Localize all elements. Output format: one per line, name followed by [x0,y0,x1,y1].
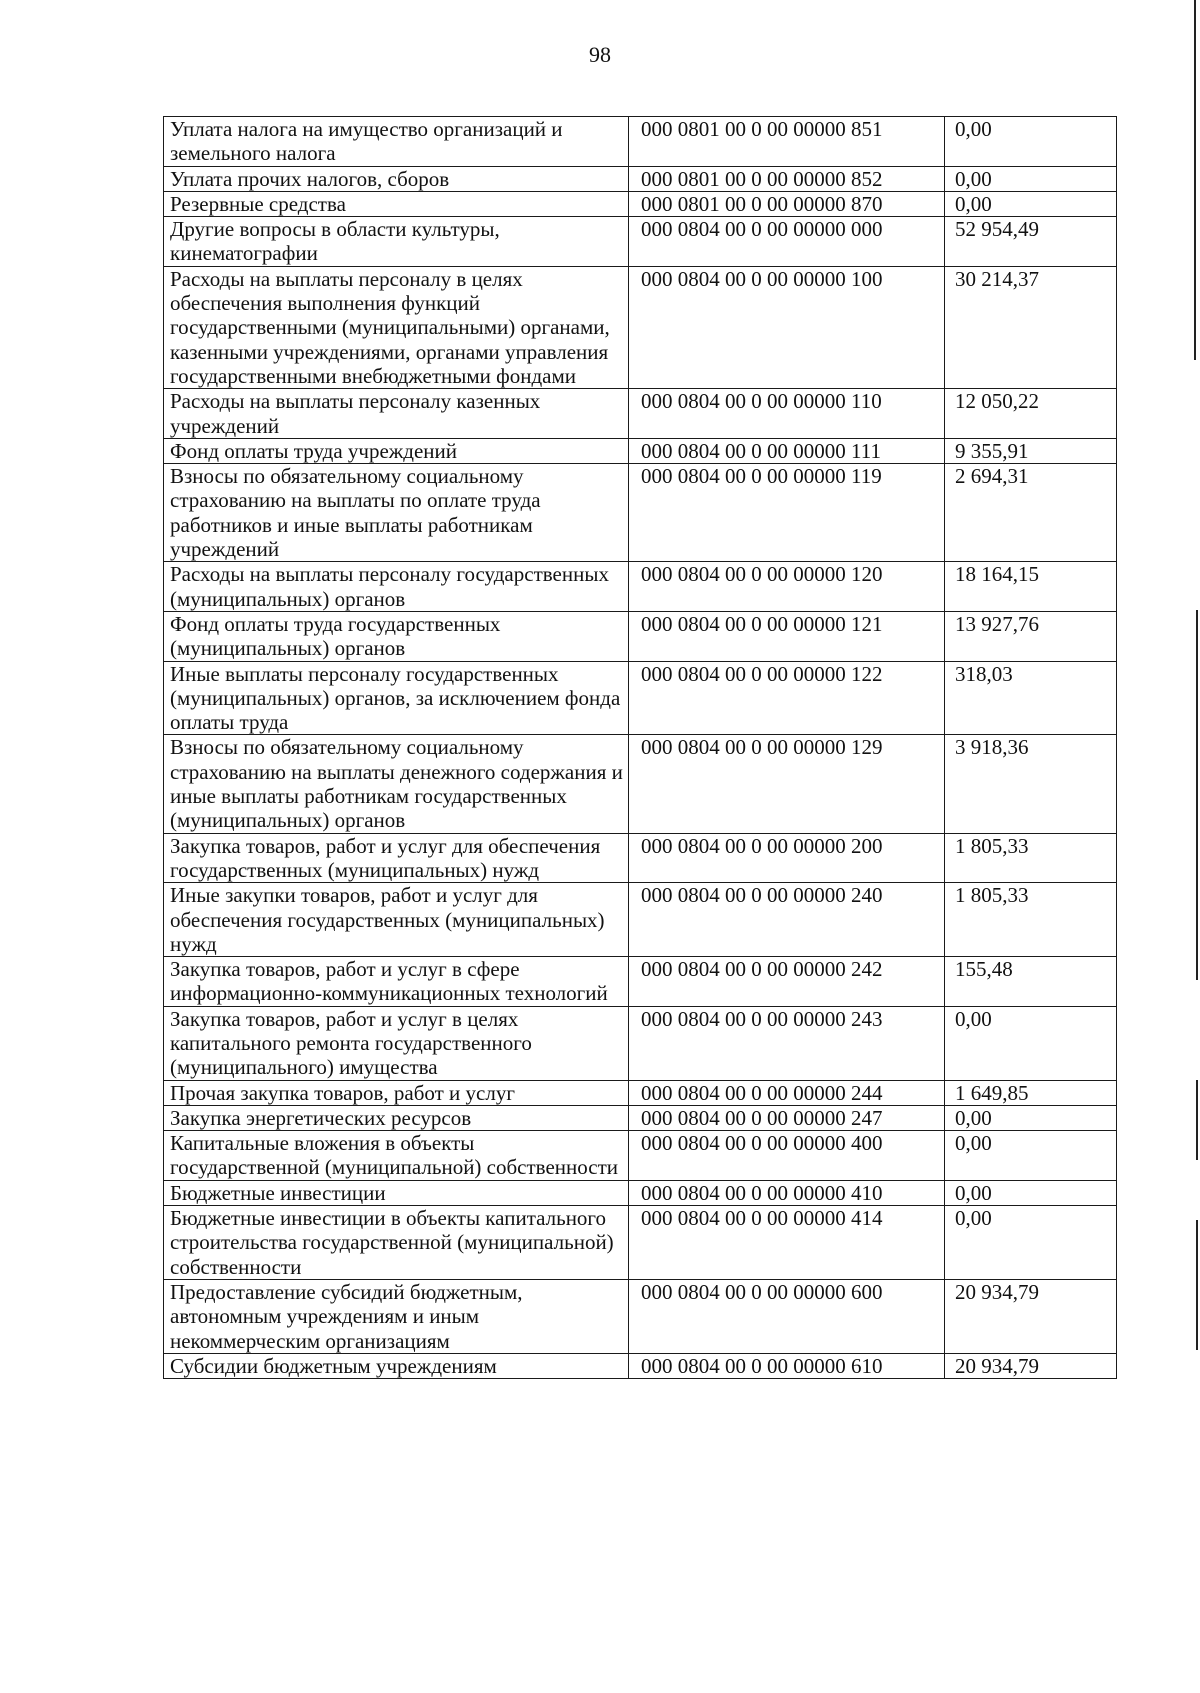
table-row [164,117,1117,167]
expense-name: Расходы на выплаты персоналу казенных учреждений [164,389,629,439]
table-row [164,1206,1117,1280]
amount: 0,00 [945,1206,1117,1280]
budget-code: 000 0804 00 0 00 00000 100 [629,266,945,388]
amount: 13 927,76 [945,611,1117,661]
table-row [164,266,1117,388]
expense-name: Бюджетные инвестиции в объекты капитального строительства государственной (муниципальной) собственности [164,1206,629,1280]
amount: 0,00 [945,1006,1117,1080]
amount: 1 649,85 [945,1080,1117,1105]
budget-code: 000 0804 00 0 00 00000 242 [629,957,945,1007]
budget-code: 000 0804 00 0 00 00000 111 [629,438,945,463]
table-row [164,217,1117,267]
expense-name: Уплата налога на имущество организаций и земельного налога [164,117,629,167]
scan-edge-mark [1194,0,1196,360]
expense-name: Взносы по обязательному социальному страхованию на выплаты денежного содержания и иные выплаты работникам государственных (муниципальных) органов [164,735,629,833]
budget-code: 000 0804 00 0 00 00000 410 [629,1180,945,1205]
amount: 12 050,22 [945,389,1117,439]
table-row [164,1180,1117,1205]
table-row [164,833,1117,883]
budget-code: 000 0804 00 0 00 00000 119 [629,464,945,562]
table-row [164,735,1117,833]
budget-code: 000 0804 00 0 00 00000 610 [629,1353,945,1378]
budget-code: 000 0804 00 0 00 00000 110 [629,389,945,439]
expense-name: Резервные средства [164,191,629,216]
expense-name: Уплата прочих налогов, сборов [164,166,629,191]
budget-code: 000 0804 00 0 00 00000 244 [629,1080,945,1105]
table-row [164,661,1117,735]
scan-edge-mark [1196,610,1198,980]
expense-name: Другие вопросы в области культуры, кинематографии [164,217,629,267]
table-row [164,464,1117,562]
amount: 1 805,33 [945,833,1117,883]
expense-name: Прочая закупка товаров, работ и услуг [164,1080,629,1105]
expense-name: Взносы по обязательному социальному страхованию на выплаты по оплате труда работников и иные выплаты работникам учреждений [164,464,629,562]
table-row [164,957,1117,1007]
expense-name: Субсидии бюджетным учреждениям [164,1353,629,1378]
budget-code: 000 0801 00 0 00 00000 852 [629,166,945,191]
table-row [164,438,1117,463]
table-row [164,611,1117,661]
table-row [164,191,1117,216]
table-row [164,1279,1117,1353]
table-row [164,1353,1117,1378]
expense-name: Расходы на выплаты персоналу государственных (муниципальных) органов [164,562,629,612]
amount: 0,00 [945,1105,1117,1130]
expense-name: Закупка товаров, работ и услуг в целях капитального ремонта государственного (муниципального) имущества [164,1006,629,1080]
table-row [164,389,1117,439]
expense-name: Закупка энергетических ресурсов [164,1105,629,1130]
expense-name: Иные выплаты персоналу государственных (муниципальных) органов, за исключением фонда оплаты труда [164,661,629,735]
table-row [164,1105,1117,1130]
amount: 0,00 [945,166,1117,191]
amount: 2 694,31 [945,464,1117,562]
budget-code: 000 0801 00 0 00 00000 870 [629,191,945,216]
budget-code: 000 0804 00 0 00 00000 400 [629,1131,945,1181]
amount: 30 214,37 [945,266,1117,388]
amount: 0,00 [945,1131,1117,1181]
amount: 0,00 [945,117,1117,167]
amount: 0,00 [945,1180,1117,1205]
budget-code: 000 0804 00 0 00 00000 240 [629,883,945,957]
budget-code: 000 0801 00 0 00 00000 851 [629,117,945,167]
budget-code: 000 0804 00 0 00 00000 129 [629,735,945,833]
expense-name: Капитальные вложения в объекты государственной (муниципальной) собственности [164,1131,629,1181]
table-row [164,166,1117,191]
table-row [164,562,1117,612]
amount: 155,48 [945,957,1117,1007]
expense-name: Закупка товаров, работ и услуг для обеспечения государственных (муниципальных) нужд [164,833,629,883]
scan-edge-mark [1196,1080,1198,1160]
amount: 1 805,33 [945,883,1117,957]
table-row [164,1006,1117,1080]
budget-code: 000 0804 00 0 00 00000 122 [629,661,945,735]
budget-code: 000 0804 00 0 00 00000 120 [629,562,945,612]
expense-name: Фонд оплаты труда учреждений [164,438,629,463]
budget-code: 000 0804 00 0 00 00000 247 [629,1105,945,1130]
expense-name: Фонд оплаты труда государственных (муниципальных) органов [164,611,629,661]
budget-code: 000 0804 00 0 00 00000 000 [629,217,945,267]
table-row [164,1131,1117,1181]
budget-code: 000 0804 00 0 00 00000 600 [629,1279,945,1353]
expense-name: Закупка товаров, работ и услуг в сфере информационно-коммуникационных технологий [164,957,629,1007]
amount: 3 918,36 [945,735,1117,833]
budget-code: 000 0804 00 0 00 00000 121 [629,611,945,661]
budget-code: 000 0804 00 0 00 00000 243 [629,1006,945,1080]
amount: 20 934,79 [945,1279,1117,1353]
amount: 52 954,49 [945,217,1117,267]
budget-table [163,116,1117,1379]
table-row [164,883,1117,957]
scan-edge-mark [1196,1220,1198,1350]
expense-name: Бюджетные инвестиции [164,1180,629,1205]
amount: 0,00 [945,191,1117,216]
expense-name: Предоставление субсидий бюджетным, автономным учреждениям и иным некоммерческим организациям [164,1279,629,1353]
amount: 9 355,91 [945,438,1117,463]
amount: 318,03 [945,661,1117,735]
table-row [164,1080,1117,1105]
expense-name: Расходы на выплаты персоналу в целях обеспечения выполнения функций государственными (муниципальными) органами, казенными учреждениями, органами управления государственными внебюджетными фондами [164,266,629,388]
expense-name: Иные закупки товаров, работ и услуг для обеспечения государственных (муниципальных) нужд [164,883,629,957]
amount: 18 164,15 [945,562,1117,612]
budget-code: 000 0804 00 0 00 00000 414 [629,1206,945,1280]
amount: 20 934,79 [945,1353,1117,1378]
page-number: 98 [589,42,611,67]
budget-code: 000 0804 00 0 00 00000 200 [629,833,945,883]
